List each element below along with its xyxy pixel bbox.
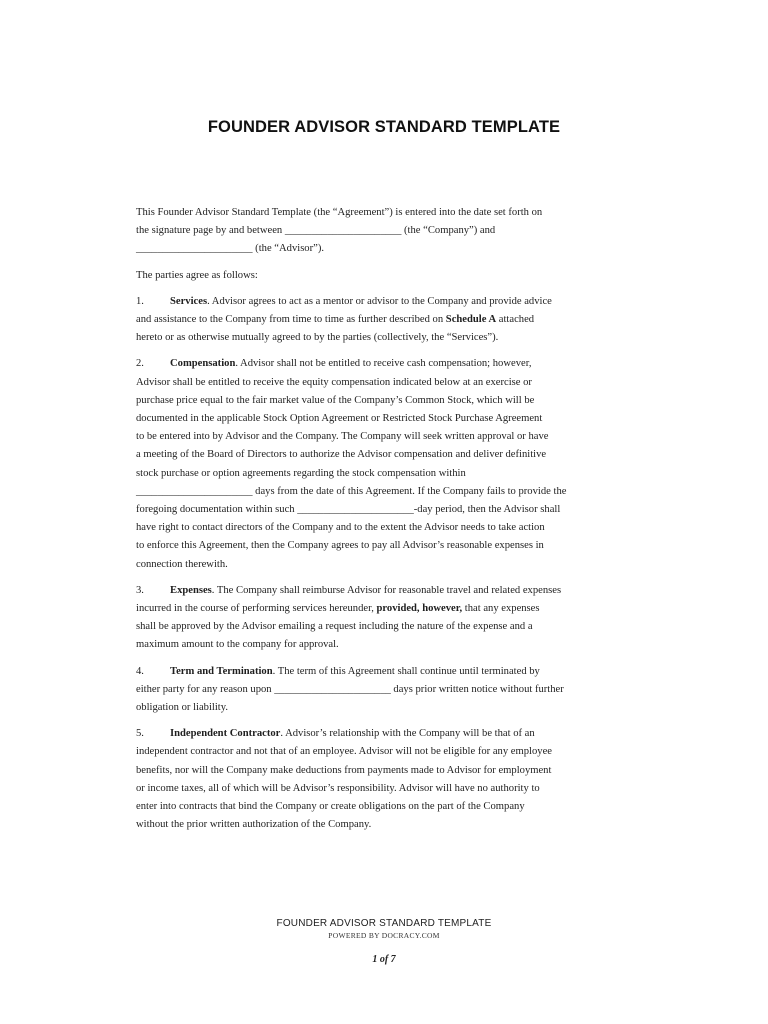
- section-line: [136, 798, 638, 816]
- section-line: [136, 556, 638, 574]
- section-text: shall be approved by the Advisor emailing a request including the nature of the expense and a: [136, 621, 533, 633]
- section-line: [136, 311, 638, 329]
- section-paragraph: [136, 355, 638, 573]
- section-line: [136, 501, 638, 519]
- section-line: [136, 519, 638, 537]
- section-line: [136, 329, 638, 347]
- section-heading: Expenses: [170, 584, 212, 596]
- section-text: hereto or as otherwise mutually agreed to by the parties (collectively, the “Services”).: [136, 332, 499, 344]
- intro-line: the signature page by and between ______________________ (the “Company”) and: [136, 225, 496, 237]
- section-text: either party for any reason upon ______________________ days prior written notice without further: [136, 683, 564, 695]
- section-line: [136, 410, 638, 428]
- section-text: maximum amount to the company for approval.: [136, 639, 339, 651]
- section-line: [136, 582, 638, 600]
- section-text: or income taxes, all of which will be Advisor’s responsibility. Advisor will have no authority to: [136, 782, 540, 794]
- section-text: that any expenses: [462, 603, 540, 615]
- section-text: stock purchase or option agreements regarding the stock compensation within: [136, 467, 466, 479]
- section-line: [136, 355, 638, 373]
- section-number: 3.: [136, 584, 144, 596]
- document-title: FOUNDER ADVISOR STANDARD TEMPLATE: [207, 118, 561, 136]
- section-text: . Advisor agrees to act as a mentor or advisor to the Company and provide advice: [207, 295, 552, 307]
- intro-line: This Founder Advisor Standard Template (the “Agreement”) is entered into the date set forth on: [136, 207, 543, 218]
- section-text: Advisor shall be entitled to receive the equity compensation indicated below at an exercise or: [136, 376, 532, 388]
- section-number: 1.: [136, 295, 144, 307]
- section-text: to be entered into by Advisor and the Company. The Company will seek written approval or have: [136, 431, 549, 443]
- section-line: [136, 618, 638, 636]
- section-text: purchase price equal to the fair market value of the Company’s Common Stock, which will be: [136, 394, 535, 406]
- section-number: 4.: [136, 665, 144, 677]
- section-line: [136, 392, 638, 410]
- section-line: [136, 428, 638, 446]
- section-text: connection therewith.: [136, 558, 228, 570]
- section-paragraph: [136, 582, 638, 655]
- section-line: [136, 762, 638, 780]
- section-line: [136, 293, 638, 311]
- section-text: ______________________ days from the date of this Agreement. If the Company fails to provide the: [136, 485, 567, 497]
- section-text: have right to contact directors of the Company and to the extent the Advisor needs to take action: [136, 522, 545, 534]
- section-text: . The Company shall reimburse Advisor for reasonable travel and related expenses: [211, 584, 562, 596]
- section-heading: Independent Contractor: [170, 728, 281, 740]
- section-line: [136, 816, 638, 834]
- footer-powered-by: POWERED BY DOCRACY.COM: [328, 931, 440, 940]
- section-line: [136, 725, 638, 743]
- section-text: incurred in the course of performing services hereunder,: [136, 603, 377, 615]
- document-body: [136, 204, 638, 843]
- section-heading: Services: [170, 295, 208, 307]
- section-emphasis: provided, however,: [376, 603, 463, 615]
- section-line: [136, 780, 638, 798]
- section-paragraph: [136, 293, 638, 348]
- section-text: without the prior written authorization of the Company.: [136, 819, 372, 831]
- intro-paragraph: [136, 204, 638, 259]
- section-text: . The term of this Agreement shall continue until terminated by: [272, 665, 540, 677]
- section-text: documented in the applicable Stock Option Agreement or Restricted Stock Purchase Agreement: [136, 413, 543, 425]
- section-text: and assistance to the Company from time to time as further described on: [136, 314, 446, 326]
- section-text: independent contractor and not that of an employee. Advisor will not be eligible for any employee: [136, 746, 552, 758]
- section-line: [136, 699, 638, 717]
- section-text: to enforce this Agreement, then the Company agrees to pay all Advisor’s reasonable expenses in: [136, 540, 544, 552]
- section-text: . Advisor shall not be entitled to receive cash compensation; however,: [235, 358, 532, 370]
- section-line: [136, 446, 638, 464]
- section-heading: Compensation: [170, 358, 236, 370]
- section-text: . Advisor’s relationship with the Company will be that of an: [280, 728, 535, 740]
- section-line: [136, 465, 638, 483]
- section-line: [136, 663, 638, 681]
- section-line: [136, 537, 638, 555]
- section-line: [136, 681, 638, 699]
- parties-statement: The parties agree as follows:: [136, 269, 258, 281]
- section-number: 2.: [136, 358, 144, 370]
- section-paragraph: [136, 663, 638, 718]
- section-heading: Term and Termination: [170, 665, 273, 677]
- section-text: a meeting of the Board of Directors to authorize the Advisor compensation and deliver definitive: [136, 449, 547, 461]
- section-text: foregoing documentation within such ______________________-day period, then the Advisor shall: [136, 504, 561, 516]
- section-line: [136, 636, 638, 654]
- section-text: attached: [496, 314, 535, 326]
- sections-list: [136, 293, 638, 835]
- section-emphasis: Schedule A: [445, 314, 497, 326]
- section-line: [136, 600, 638, 618]
- section-line: [136, 483, 638, 501]
- section-number: 5.: [136, 728, 144, 740]
- footer-title: FOUNDER ADVISOR STANDARD TEMPLATE: [276, 918, 492, 929]
- section-text: benefits, nor will the Company make deductions from payments made to Advisor for employment: [136, 764, 552, 776]
- section-text: obligation or liability.: [136, 702, 228, 714]
- page-indicator: 1 of 7: [372, 954, 396, 965]
- section-paragraph: [136, 725, 638, 834]
- intro-line: ______________________ (the “Advisor”).: [136, 243, 325, 255]
- section-text: enter into contracts that bind the Company or create obligations on the part of the Company: [136, 801, 525, 813]
- section-line: [136, 743, 638, 761]
- section-line: [136, 374, 638, 392]
